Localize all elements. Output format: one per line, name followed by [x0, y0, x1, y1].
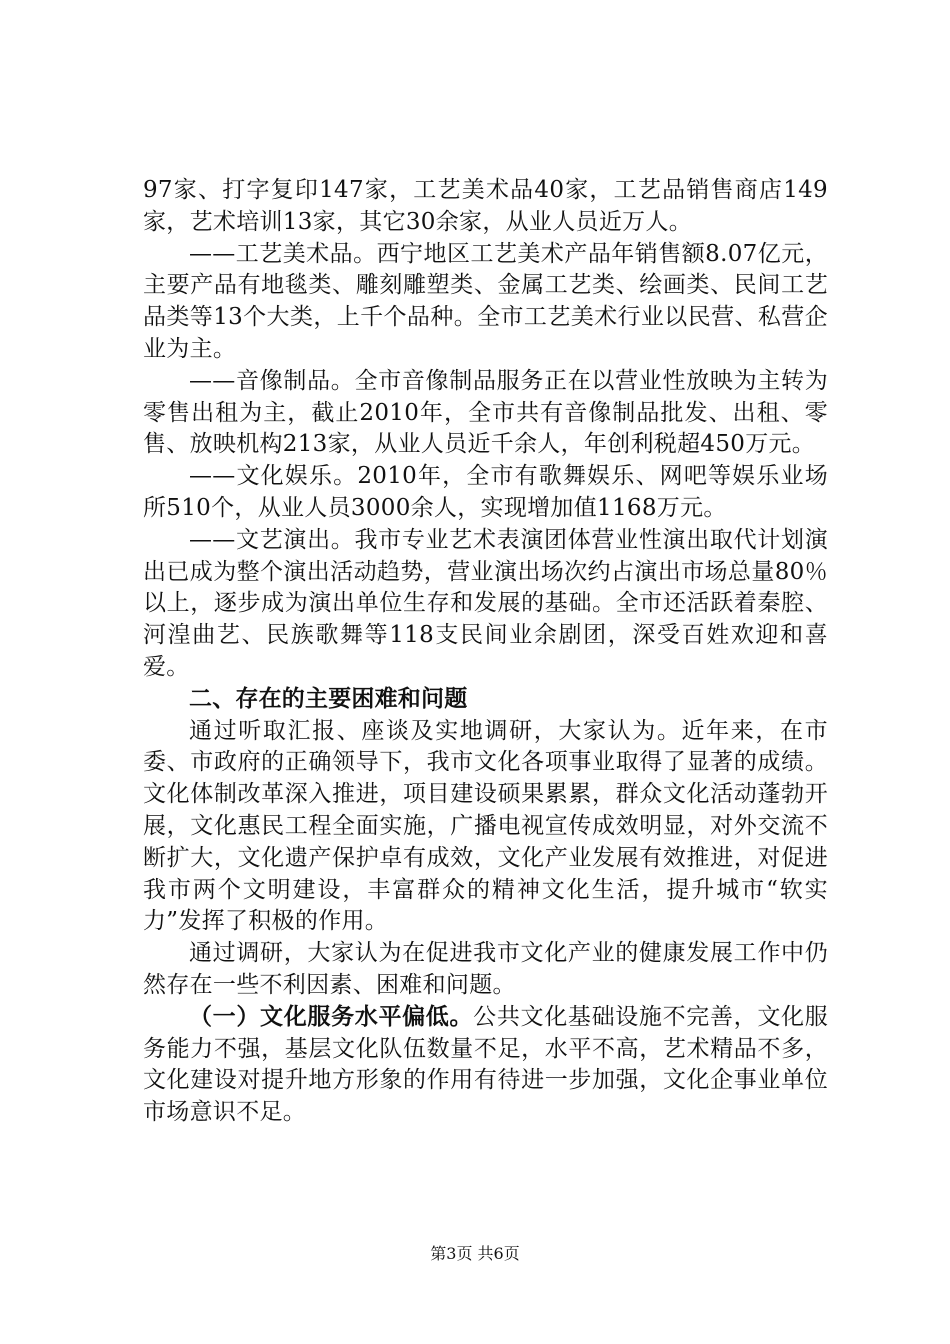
subheading-service-level: （一）文化服务水平偏低。	[189, 1003, 474, 1030]
document-body	[143, 175, 828, 1129]
paragraph-crafts: ——工艺美术品。西宁地区工艺美术产品年销售额8.07亿元，主要产品有地毯类、雕刻雕塑类、金属工艺类、绘画类、民间工艺品类等13个大类，上千个品种。全市工艺美术行业以民营、私营企业为主。	[143, 240, 828, 362]
paragraph-performance: ——文艺演出。我市专业艺术表演团体营业性演出取代计划演出已成为整个演出活动趋势，营业演出场次约占演出市场总量80％以上，逐步成为演出单位生存和发展的基础。全市还活跃着秦腔、河湟曲艺、民族歌舞等118支民间业余剧团，深受百姓欢迎和喜爱。	[143, 526, 828, 680]
page-footer: 第3页 共6页	[430, 1244, 520, 1263]
paragraph-service-level-text: 公共文化基础设施不完善，文化服务能力不强，基层文化队伍数量不足，水平不高，艺术精品不多，文化建设对提升地方形象的作用有待进一步加强，文化企事业单位市场意识不足。	[143, 1003, 828, 1126]
paragraph-entertainment: ——文化娱乐。2010年，全市有歌舞娱乐、网吧等娱乐业场所510个，从业人员3000余人，实现增加值1168万元。	[143, 463, 828, 521]
paragraph-continuation: 97家、打字复印147家，工艺美术品40家，工艺品销售商店149家，艺术培训13家，其它30余家，从业人员近万人。	[143, 177, 828, 235]
section-heading-problems: 二、存在的主要困难和问题	[189, 685, 468, 712]
paragraph-audio-video: ——音像制品。全市音像制品服务正在以营业性放映为主转为零售出租为主，截止2010年，全市共有音像制品批发、出租、零售、放映机构213家，从业人员近千余人，年创利税超450万元。	[143, 367, 828, 458]
paragraph-research-findings: 通过听取汇报、座谈及实地调研，大家认为。近年来，在市委、市政府的正确领导下，我市文化各项事业取得了显著的成绩。文化体制改革深入推进，项目建设硕果累累，群众文化活动蓬勃开展，文化惠民工程全面实施，广播电视宣传成效明显，对外交流不断扩大，文化遗产保护卓有成效，文化产业发展有效推进，对促进我市两个文明建设，丰富群众的精神文化生活，提升城市“软实力”发挥了积极的作用。	[143, 717, 828, 935]
paragraph-research-issues: 通过调研，大家认为在促进我市文化产业的健康发展工作中仍然存在一些不利因素、困难和问题。	[143, 940, 828, 998]
paragraph-service-level	[143, 1002, 828, 1129]
